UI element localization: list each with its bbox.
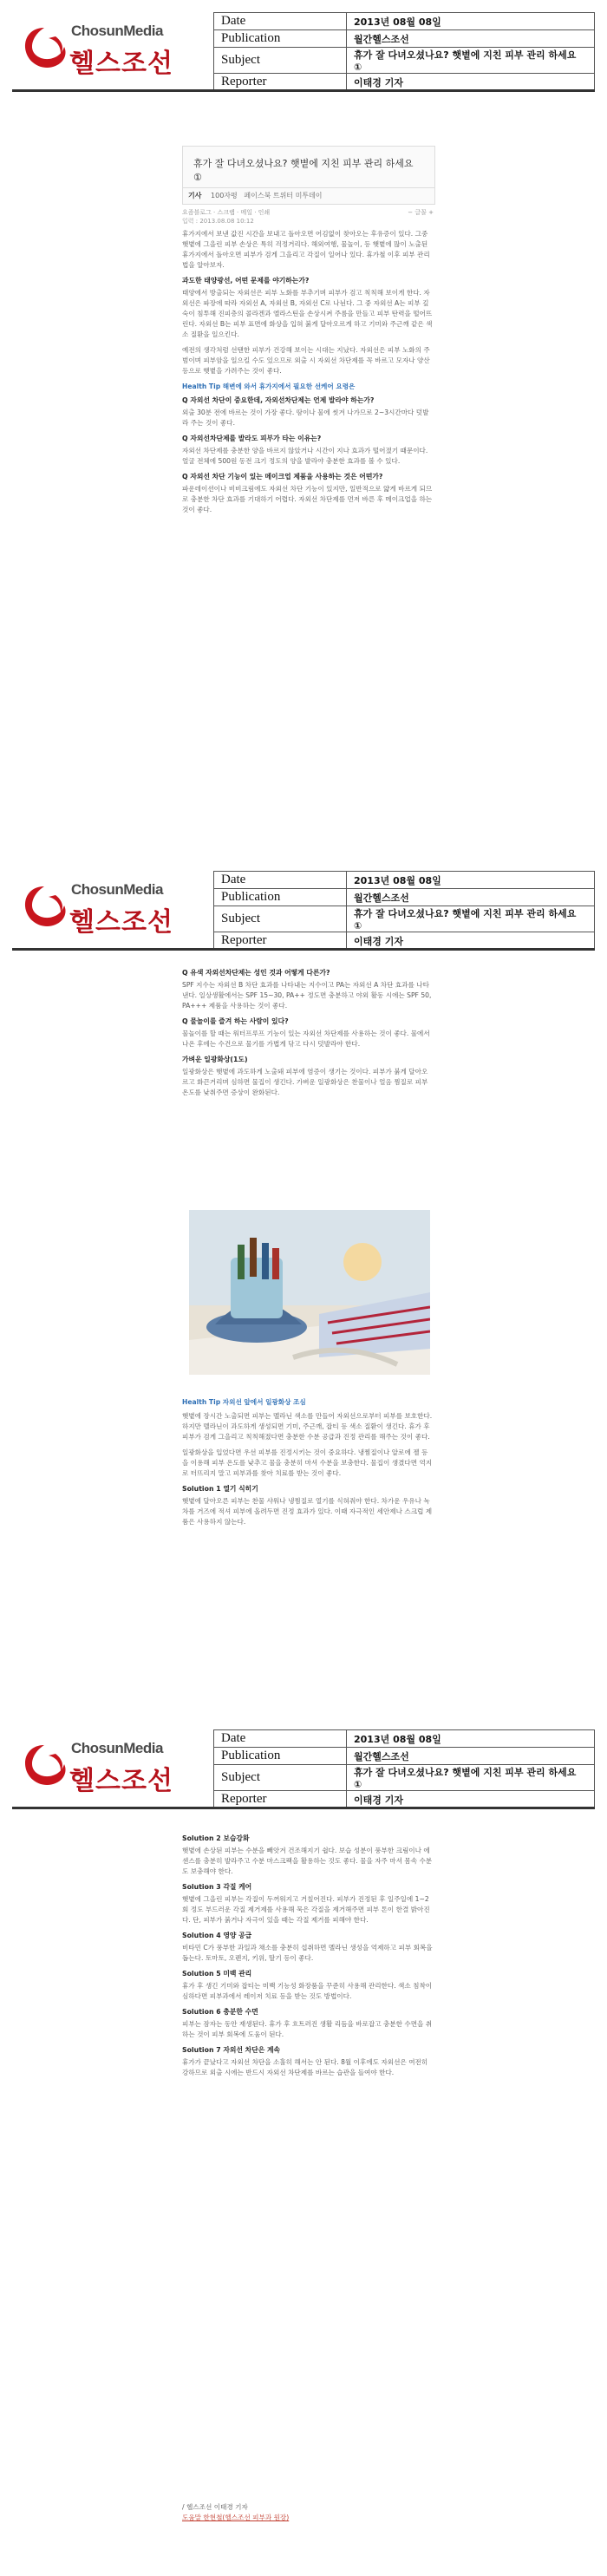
page-2 — [0, 859, 607, 1717]
page-header — [12, 12, 595, 88]
page-1 — [0, 0, 607, 859]
paragraph: 햇볕에 장시간 노출되면 피부는 멜라닌 색소를 만들어 자외선으로부터 피부를 보호한다. 하지만 멜라닌이 과도하게 생성되면 기미, 주근깨, 잡티 등 색소 질환이 생긴다. 휴가 후 피부가 검게 그을리고 칙칙해졌다면 충분한 수분 공급과 진정 관리를 해주는 것이 좋다. — [182, 1412, 433, 1441]
article-title: 휴가 잘 다녀오셨나요? 햇볕에 지친 피부 관리 하세요 ① — [193, 158, 414, 183]
date-key: Date — [214, 872, 347, 889]
paragraph: 햇볕에 손상된 피부는 수분을 빼앗겨 건조해지기 쉽다. 보습 성분이 풍부한 크림이나 에센스를 충분히 발라주고 수분 마스크팩을 활용하는 것도 좋다. 물을 자주 마셔 몸속 수분도 보충해야 한다. — [182, 1847, 433, 1875]
publication-key: Publication — [214, 1748, 347, 1765]
publication-value: 월간헬스조선 — [347, 1748, 595, 1765]
paragraph: 햇볕에 그을린 피부는 각질이 두꺼워지고 거칠어진다. 피부가 진정된 후 일주일에 1~2회 정도 부드러운 각질 제거제를 사용해 묵은 각질을 제거해주면 피부 톤이 한결 밝아진다. 단, 피부가 붉거나 자극이 있을 때는 각질 제거를 피해야 한다. — [182, 1895, 430, 1924]
reporter-value: 이태경 기자 — [347, 1791, 595, 1808]
subject-key: Subject — [214, 1765, 347, 1791]
qa-answer: 자외선 차단제를 충분한 양을 바르지 않았거나 시간이 지나 효과가 떨어졌기 때문이다. 얼굴 전체에 500원 동전 크기 정도의 양을 발라야 충분한 효과를 볼 수 있다. — [182, 447, 428, 465]
date-value: 2013년 08월 08일 — [347, 13, 595, 30]
subject-value: 휴가 잘 다녀오셨나요? 햇볕에 지친 피부 관리 하세요 ① — [347, 906, 595, 932]
subject-value: 휴가 잘 다녀오셨나요? 햇볕에 지친 피부 관리 하세요 ① — [347, 1765, 595, 1791]
header-rule — [12, 1807, 595, 1809]
qa-question: Q 자외선 차단 기능이 있는 메이크업 제품을 사용하는 것은 어떤가? — [182, 473, 383, 481]
article-date: 입력 : 2013.08.08 10:12 — [182, 218, 254, 225]
qa-answer: 외출 30분 전에 바르는 것이 가장 좋다. 땀이나 물에 씻겨 나가므로 2~3시간마다 덧발라 주는 것이 좋다. — [182, 409, 429, 427]
reporter-key: Reporter — [214, 1791, 347, 1808]
header-rule — [12, 89, 595, 92]
solution-heading: Solution 4 영양 공급 — [182, 1932, 252, 1939]
paragraph: 예전의 생각처럼 선탠한 피부가 건강해 보이는 시대는 지났다. 자외선은 피부 노화의 주범이며 피부암을 일으킬 수도 있으므로 외출 시 자외선 차단제를 꼭 바르고 모자나 양산 등으로 햇볕을 가려주는 것이 좋다. — [182, 346, 430, 375]
solution-heading: Solution 5 미백 관리 — [182, 1970, 252, 1978]
date-value: 2013년 08월 08일 — [347, 872, 595, 889]
tab-article[interactable]: 기사 — [188, 192, 202, 199]
publication-value: 월간헬스조선 — [347, 889, 595, 906]
subject-value: 휴가 잘 다녀오셨나요? 햇볕에 지친 피부 관리 하세요 ① — [347, 48, 595, 74]
section-heading: 가벼운 일광화상(1도) — [182, 1056, 248, 1063]
page-3 — [0, 1717, 607, 2576]
logo-brand: ChosunMedia — [71, 1740, 163, 1756]
page-header — [12, 871, 595, 947]
meta-table — [213, 871, 595, 950]
logo-name: 헬스조선 — [69, 907, 173, 938]
solution-heading: Solution 2 보습강화 — [182, 1834, 250, 1842]
font-size-control[interactable]: − 글꼴 + — [408, 209, 434, 216]
qa-question: Q 물놀이를 즐겨 하는 사람이 있다? — [182, 1017, 289, 1025]
subject-key: Subject — [214, 48, 347, 74]
logo — [12, 16, 203, 82]
logo-name: 헬스조선 — [69, 49, 173, 79]
article-footer — [182, 2502, 434, 2523]
meta-table — [213, 1729, 595, 1808]
article-body-2b — [182, 1392, 434, 1533]
paragraph: 일광화상을 입었다면 우선 피부를 진정시키는 것이 중요하다. 냉찜질이나 알로에 젤 등을 이용해 피부 온도를 낮추고 물을 충분히 마셔 수분을 보충한다. 물집이 생겼다면 억지로 터뜨리지 말고 피부과를 찾아 치료를 받는 것이 좋다. — [182, 1448, 433, 1477]
paragraph: 휴가지에서 보낸 값진 시간을 보내고 돌아오면 어김없이 찾아오는 후유증이 있다. 그중 햇볕에 그을린 피부 손상은 특히 걱정거리다. 해외여행, 물놀이, 등 햇볕에 많이 노출된 휴가지에서 돌아오면 피부가 검게 그을리고 각질이 일어나 있다. 휴가철 이후 피부 관리법을 알아보자. — [182, 230, 430, 269]
solution-heading: Solution 1 열기 식히기 — [182, 1485, 258, 1493]
swirl-logo-icon — [17, 23, 71, 76]
logo — [12, 874, 203, 940]
swirl-logo-icon — [17, 1740, 71, 1794]
publication-value: 월간헬스조선 — [347, 30, 595, 48]
paragraph: 피부는 잠자는 동안 재생된다. 휴가 후 흐트러진 생활 리듬을 바로잡고 충분한 수면을 취하는 것이 피부 회복에 도움이 된다. — [182, 2020, 433, 2038]
sns-links[interactable]: 페이스북 트위터 미투데이 — [244, 192, 323, 199]
article-toolbar — [183, 187, 434, 204]
logo-brand: ChosunMedia — [71, 881, 163, 898]
article-body-3 — [182, 1830, 434, 2083]
advisor-credit — [182, 2513, 434, 2523]
qa-answer: SPF 지수는 자외선 B 차단 효과를 나타내는 지수이고 PA는 자외선 A 차단 효과를 나타낸다. 일상생활에서는 SPF 15~30, PA++ 정도면 충분하고 야외 활동 시에는 SPF 50, PA+++ 제품을 사용하는 것이 좋다. — [182, 981, 432, 1010]
solution-heading: Solution 3 각질 케어 — [182, 1883, 252, 1891]
share-links[interactable]: 요즘블로그 · 스크랩 · 메일 · 인쇄 − 글꼴 + — [182, 209, 434, 216]
reporter-value: 이태경 기자 — [347, 74, 595, 91]
section-heading: 과도한 태양광선, 어떤 문제를 야기하는가? — [182, 277, 310, 284]
date-key: Date — [214, 13, 347, 30]
subject-key: Subject — [214, 906, 347, 932]
paragraph: 태양에서 방출되는 자외선은 피부 노화를 부추기며 피부가 검고 칙칙해 보이게 한다. 자외선은 파장에 따라 자외선 A, 자외선 B, 자외선 C로 나뉜다. 그 중 자외선 A는 피부 깊숙이 침투해 진피층의 콜라겐과 엘라스틴을 손상시켜 주름을 만들고 피부 탄력을 떨어뜨린다. 자외선 B는 피부 표면에 화상을 입혀 붉게 달아오르게 하고 기미와 주근깨 같은 색소 질환을 일으킨다. — [182, 289, 433, 338]
advisor-link[interactable]: 도움말 한현철(헬스조선 피부과 원장) — [182, 2514, 290, 2521]
paragraph: 휴가가 끝났다고 자외선 차단을 소홀히 해서는 안 된다. 8월 이후에도 자외선은 여전히 강하므로 외출 시에는 반드시 자외선 차단제를 바르는 습관을 들여야 한다. — [182, 2058, 428, 2076]
reporter-credit: / 헬스조선 이태경 기자 — [182, 2503, 248, 2511]
health-tip-heading: Health Tip 해변에 와서 휴가지에서 필요한 선케어 요령은 — [182, 382, 356, 390]
article-body-1 — [182, 229, 434, 520]
date-value: 2013년 08월 08일 — [347, 1730, 595, 1748]
qa-answer: 파운데이션이나 비비크림에도 자외선 차단 기능이 있지만, 일반적으로 얇게 바르게 되므로 충분한 차단 효과를 기대하기 어렵다. 자외선 차단제를 먼저 바른 후 메이크업을 하는 것이 좋다. — [182, 485, 433, 513]
logo-name: 헬스조선 — [69, 1766, 173, 1796]
paragraph: 비타민 C가 풍부한 과일과 채소를 충분히 섭취하면 멜라닌 생성을 억제하고 피부 회복을 돕는다. 토마토, 오렌지, 키위, 딸기 등이 좋다. — [182, 1944, 433, 1962]
logo-brand: ChosunMedia — [71, 23, 163, 39]
swirl-logo-icon — [17, 881, 71, 935]
qa-question: Q 유색 자외선차단제는 성인 것과 어떻게 다른가? — [182, 969, 330, 977]
publication-key: Publication — [214, 30, 347, 48]
article-body-2 — [182, 964, 434, 1103]
article-title-box — [182, 146, 435, 205]
publication-key: Publication — [214, 889, 347, 906]
paragraph: 휴가 후 생긴 기미와 잡티는 미백 기능성 화장품을 꾸준히 사용해 관리한다. 색소 침착이 심하다면 피부과에서 레이저 치료 등을 받는 것도 방법이다. — [182, 1982, 433, 2000]
logo — [12, 1733, 203, 1799]
meta-table — [213, 12, 595, 91]
health-tip-heading: Health Tip 자외선 앞에서 일광화상 조심 — [182, 1398, 306, 1406]
qa-answer: 물놀이를 할 때는 워터프루프 기능이 있는 자외선 차단제를 사용하는 것이 좋다. 물에서 나온 후에는 수건으로 물기를 가볍게 닦고 다시 덧발라야 한다. — [182, 1030, 430, 1048]
beach-photo-image — [189, 1210, 430, 1375]
paragraph: 일광화상은 햇볕에 과도하게 노출돼 피부에 염증이 생기는 것이다. 피부가 붉게 달아오르고 화끈거리며 심하면 물집이 생긴다. 가벼운 일광화상은 찬물이나 얼음 찜질로 피부 온도를 낮춰주면 증상이 완화된다. — [182, 1068, 428, 1096]
paragraph: 햇볕에 달아오른 피부는 찬물 샤워나 냉찜질로 열기를 식혀줘야 한다. 차가운 우유나 녹차를 거즈에 적셔 피부에 올려두면 진정 효과가 있다. 이때 자극적인 세안제나 스크럽 제품은 사용하지 않는다. — [182, 1497, 433, 1526]
qa-question: Q 자외선차단제를 발라도 피부가 타는 이유는? — [182, 435, 322, 442]
date-key: Date — [214, 1730, 347, 1748]
solution-heading: Solution 6 충분한 수면 — [182, 2008, 258, 2016]
solution-heading: Solution 7 자외선 차단은 계속 — [182, 2046, 281, 2054]
qa-question: Q 자외선 차단이 중요한데, 자외선차단제는 언제 발라야 하는가? — [182, 396, 375, 404]
page-header — [12, 1729, 595, 1806]
comment-link[interactable]: 100자평 — [211, 192, 238, 199]
header-rule — [12, 948, 595, 951]
reporter-key: Reporter — [214, 932, 347, 950]
beach-photo — [189, 1210, 430, 1375]
reporter-value: 이태경 기자 — [347, 932, 595, 950]
reporter-key: Reporter — [214, 74, 347, 91]
